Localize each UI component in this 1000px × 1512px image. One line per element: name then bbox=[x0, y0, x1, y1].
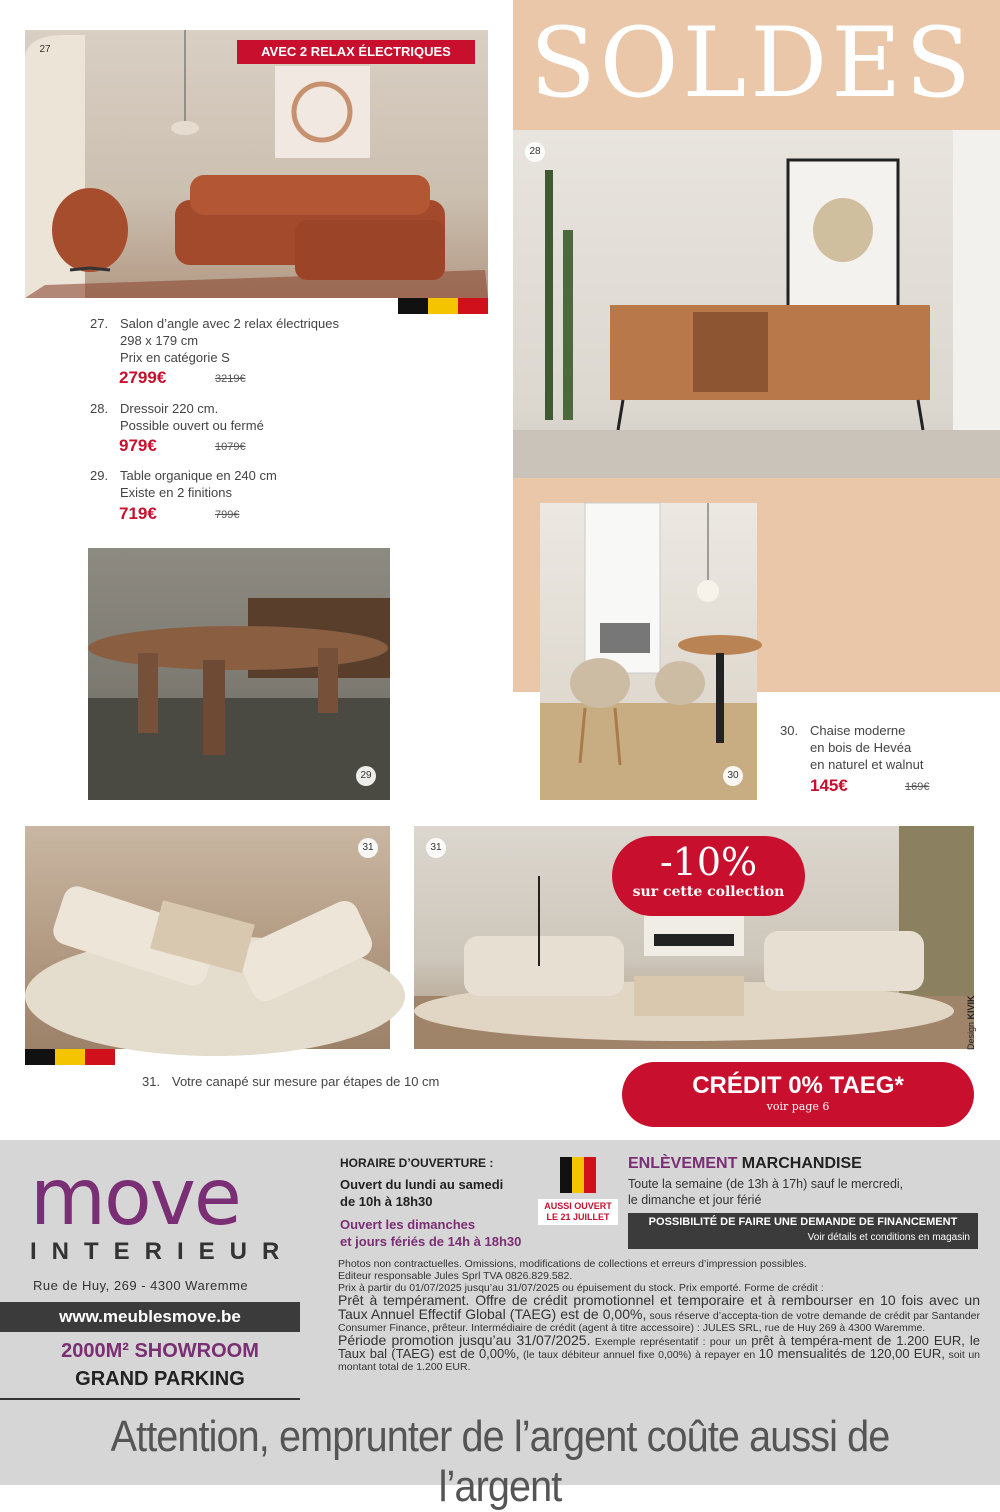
pickup-text: Toute la semaine (de 13h à 17h) sauf le mercredi, le dimanche et jour férié bbox=[628, 1177, 904, 1207]
feature-badge: AVEC 2 RELAX ÉLECTRIQUES bbox=[237, 40, 475, 64]
legal-text: Photos non contractuelles. Omissions, modifications de collections et erreurs d’impression possibles. Editeur responsable Jules Sprl TVA 0826.829.582. Prix à partir du 01/07/2025 jusqu’au 31/07/2025 ou épuisement du stock. Prix emporté. Forme de crédit : Prêt à tempérament. Offre de crédit promotionnel et temporaire et à rembourser en 10 fois avec un Taux Annuel Effectif Global (TAEG) est de 0,00%, sous réserve d’accepta-tion de votre demande de crédit par Santander Consumer Finance, prêteur. Intermédiaire de crédit (agent à titre accessoire) : JULES SRL, rue de Huy 269 à 4300 Waremme. Période promotion jusqu’au 31/07/2025. Exemple représentatif : pour un prêt à tempéra-ment de 1.200 EUR, le Taux bal (TAEG) est de 0,00%, (le taux débiteur annuel fixe 0,00%) à repayer en 10 mensualités de 120,00 EUR, soit un montant total de 1.200 EUR. bbox=[338, 1258, 981, 1373]
financing-banner bbox=[628, 1213, 978, 1249]
product-tag-30: 30 bbox=[723, 766, 743, 786]
store-logo bbox=[30, 1153, 295, 1266]
footer-divider bbox=[0, 1398, 300, 1400]
product-29-description: 29. Table organique en 240 cm Existe en 2 finitions bbox=[90, 468, 277, 500]
product-photo-29[interactable] bbox=[88, 548, 390, 800]
product-27-price: 2799€ bbox=[119, 368, 167, 387]
financing-note: Voir détails et conditions en magasin bbox=[807, 1232, 970, 1243]
sideboard-illustration bbox=[513, 130, 1000, 478]
chairs-illustration bbox=[540, 503, 757, 800]
logo-main: move bbox=[30, 1153, 240, 1243]
product-photo-31a[interactable] bbox=[25, 826, 390, 1049]
product-tag-29: 29 bbox=[356, 766, 376, 786]
hours-weekdays: Ouvert du lundi au samedi de 10h à 18h30 bbox=[340, 1177, 504, 1209]
product-28-price: 979€ bbox=[119, 436, 157, 455]
product-tag-31a: 31 bbox=[358, 838, 378, 858]
special-opening bbox=[538, 1157, 618, 1225]
product-30-price: 145€ bbox=[810, 776, 848, 795]
belgian-flag-badge bbox=[560, 1157, 596, 1193]
product-27-old-price: 3219€ bbox=[215, 373, 246, 385]
credit-warning: Attention, emprunter de l’argent coûte aussi de l’argent bbox=[110, 1412, 890, 1511]
product-tag-28: 28 bbox=[525, 142, 545, 162]
product-30-description: 30. Chaise moderne en bois de Hevéa en naturel et walnut bbox=[780, 723, 924, 772]
hours-title: HORAIRE D’OUVERTURE : bbox=[340, 1156, 494, 1170]
pickup-title: ENLÈVEMENT MARCHANDISE bbox=[628, 1155, 862, 1172]
design-credit: Design KIVIK bbox=[966, 995, 976, 1050]
product-tag-27: 27 bbox=[39, 44, 51, 55]
product-photo-28[interactable] bbox=[513, 130, 1000, 478]
sofa-top-illustration bbox=[25, 826, 390, 1049]
hours-sundays: Ouvert les dimanches et jours fériés de 14h à 18h30 bbox=[340, 1217, 522, 1249]
product-28-description: 28. Dressoir 220 cm. Possible ouvert ou fermé bbox=[90, 401, 264, 433]
credit-banner[interactable] bbox=[622, 1062, 974, 1127]
belgian-flag bbox=[398, 298, 488, 314]
financing-title: POSSIBILITÉ DE FAIRE UNE DEMANDE DE FINANCEMENT bbox=[648, 1216, 958, 1228]
discount-badge bbox=[612, 836, 805, 916]
product-29-old-price: 799€ bbox=[215, 509, 240, 521]
discount-percent: -10% bbox=[659, 840, 758, 884]
belgian-flag-31 bbox=[25, 1049, 115, 1065]
parking-text: GRAND PARKING bbox=[75, 1368, 245, 1390]
product-28-old-price: 1079€ bbox=[215, 441, 246, 453]
product-30-old-price: 169€ bbox=[905, 781, 930, 793]
product-27-description: 27. Salon d’angle avec 2 relax électriques 298 x 179 cm Prix en catégorie S bbox=[90, 316, 339, 365]
discount-text: sur cette collection bbox=[632, 884, 785, 900]
credit-subtitle: voir page 6 bbox=[766, 1100, 830, 1113]
table-illustration bbox=[88, 548, 390, 800]
page-title: SOLDES bbox=[530, 7, 976, 119]
store-address: Rue de Huy, 269 - 4300 Waremme bbox=[33, 1278, 249, 1293]
showroom-text: 2000M² SHOWROOM bbox=[61, 1340, 259, 1362]
special-opening-text: AUSSI OUVERT LE 21 JUILLET bbox=[538, 1199, 618, 1225]
product-31-description: 31. Votre canapé sur mesure par étapes de 10 cm bbox=[142, 1074, 440, 1089]
product-29-price: 719€ bbox=[119, 504, 157, 523]
credit-title: CRÉDIT 0% TAEG* bbox=[692, 1072, 904, 1099]
product-photo-27[interactable] bbox=[25, 30, 488, 298]
sofa-illustration bbox=[25, 30, 488, 298]
product-tag-31b: 31 bbox=[426, 838, 446, 858]
logo-sub: INTERIEUR bbox=[30, 1238, 295, 1265]
store-website[interactable]: www.meublesmove.be bbox=[0, 1302, 300, 1332]
product-photo-30[interactable] bbox=[540, 503, 757, 800]
